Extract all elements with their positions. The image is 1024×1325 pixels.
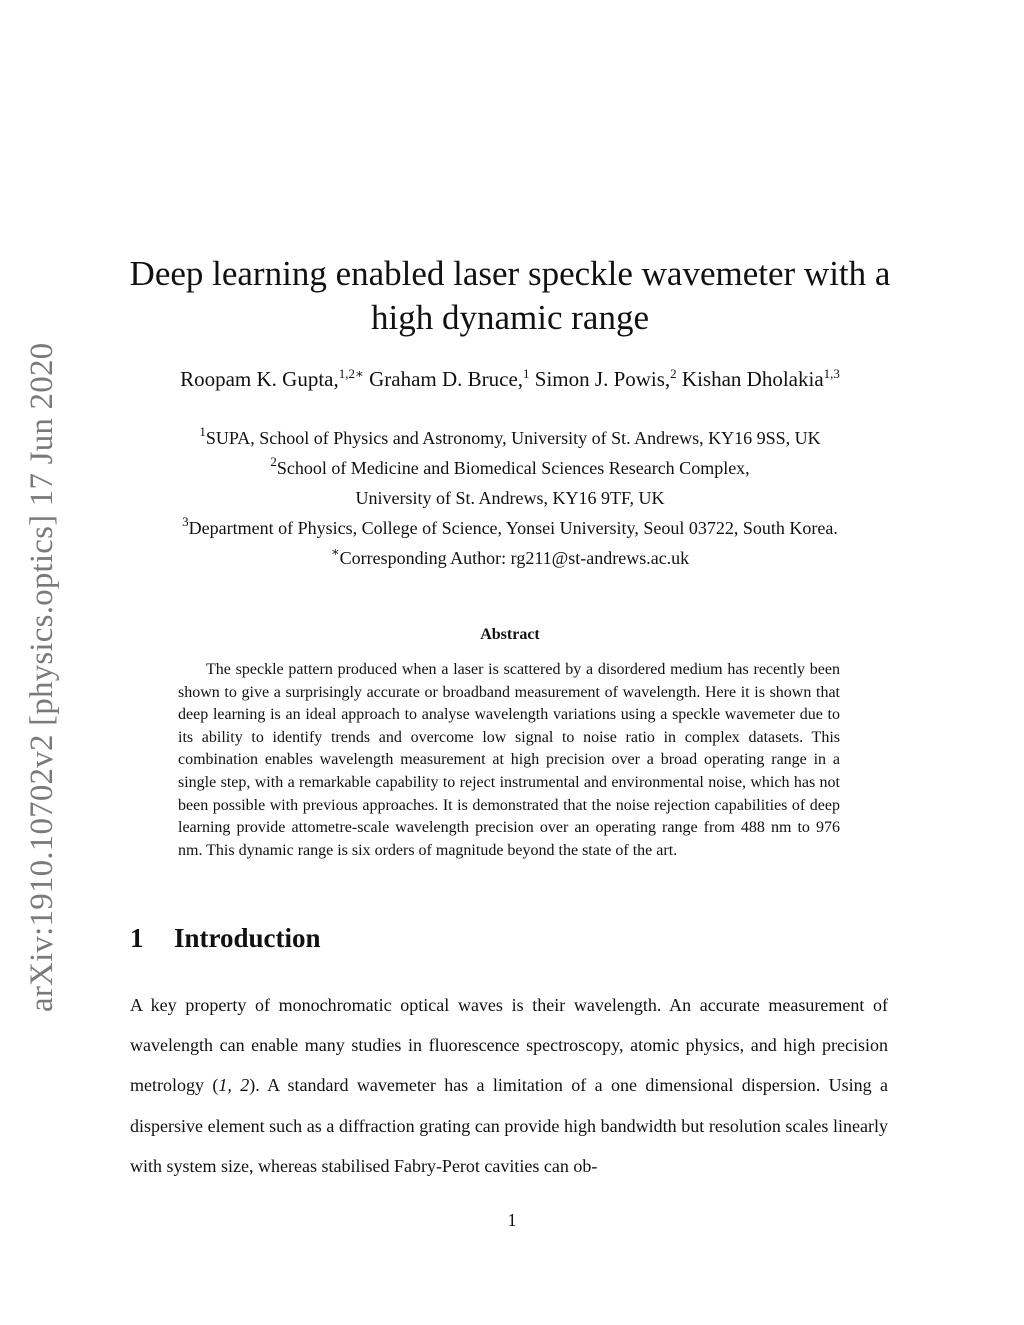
affiliation-text: Department of Physics, College of Science, Yonsei University, Seoul 03722, South Korea. [188, 518, 838, 538]
author-affiliation-marker: 1 [523, 366, 530, 381]
affiliation-marker: 1 [199, 424, 206, 439]
affiliation-2-line-2 [100, 486, 920, 510]
author-name: Kishan Dholakia [681, 367, 824, 391]
section-number: 1 [130, 923, 144, 953]
affiliation-text: University of St. Andrews, KY16 9TF, UK [355, 488, 665, 508]
abstract-text: The speckle pattern produced when a laser is scattered by a disordered medium has recently been shown to give a surprisingly accurate or broadband measurement of wavelength. Here it is shown that deep learning is an ideal approach to analyse wavelength variations using a speckle wavemeter due to its ability to identify trends and overcome low signal to noise ratio in complex datasets. This combination enables wavelength measurement at high precision over a broad operating range in a single step, with a remarkable capability to reject instrumental and environmental noise, which has not been possible with previous approaches. It is demonstrated that the noise rejection capabilities of deep learning provide attometre-scale wavelength precision over an operating range from 488 nm to 976 nm. This dynamic range is six orders of magnitude beyond the state of the art. [178, 661, 840, 859]
intro-text: A key property of monochromatic optical waves is their wavelength. An accurate measurement of wavelength can enable many studies in fluorescence spectroscopy, atomic physics, and high precision metrology ( [130, 995, 888, 1096]
author-list [100, 364, 920, 394]
section-heading [130, 918, 321, 958]
arxiv-identifier-stamp: arXiv:1910.10702v2 [physics.optics] 17 Jun 2020 [24, 342, 60, 1012]
abstract-heading: Abstract [480, 626, 540, 643]
affiliation-3 [100, 516, 920, 540]
paper-title [100, 252, 920, 340]
affiliation-marker: 3 [182, 514, 189, 529]
affiliation-marker: 2 [270, 454, 277, 469]
author-affiliation-marker: 1,3 [823, 366, 840, 381]
corresponding-author [100, 546, 920, 570]
author-affiliation-marker: 1,2∗ [338, 366, 364, 381]
title-line-2: high dynamic range [371, 298, 649, 337]
author-name: Roopam K. Gupta, [180, 367, 339, 391]
author-name: Graham D. Bruce, [369, 367, 524, 391]
author-name: Simon J. Powis, [534, 367, 671, 391]
page-number: 1 [507, 1210, 517, 1230]
affiliation-text: School of Medicine and Biomedical Sciences Research Complex, [276, 458, 750, 478]
affiliation-2 [100, 456, 920, 480]
affiliation-text: SUPA, School of Physics and Astronomy, University of St. Andrews, KY16 9SS, UK [205, 428, 821, 448]
citation: 1, 2 [218, 1075, 250, 1096]
introduction-paragraph [130, 985, 888, 1186]
intro-text: ). A standard wavemeter has a limitation of a one dimensional dispersion. Using a dispersive element such as a diffraction grating can provide high bandwidth but resolution scales linearly with system size, whereas stabilised Fabry-Perot cavities can ob- [130, 1075, 889, 1176]
author-affiliation-marker: 2 [670, 366, 677, 381]
affiliation-1 [100, 426, 920, 450]
title-line-1: Deep learning enabled laser speckle wavemeter with a [129, 254, 891, 293]
section-title: Introduction [174, 923, 321, 953]
corresponding-author-text: Corresponding Author: rg211@st-andrews.ac.uk [339, 548, 690, 568]
corresponding-marker: ∗ [330, 544, 340, 559]
